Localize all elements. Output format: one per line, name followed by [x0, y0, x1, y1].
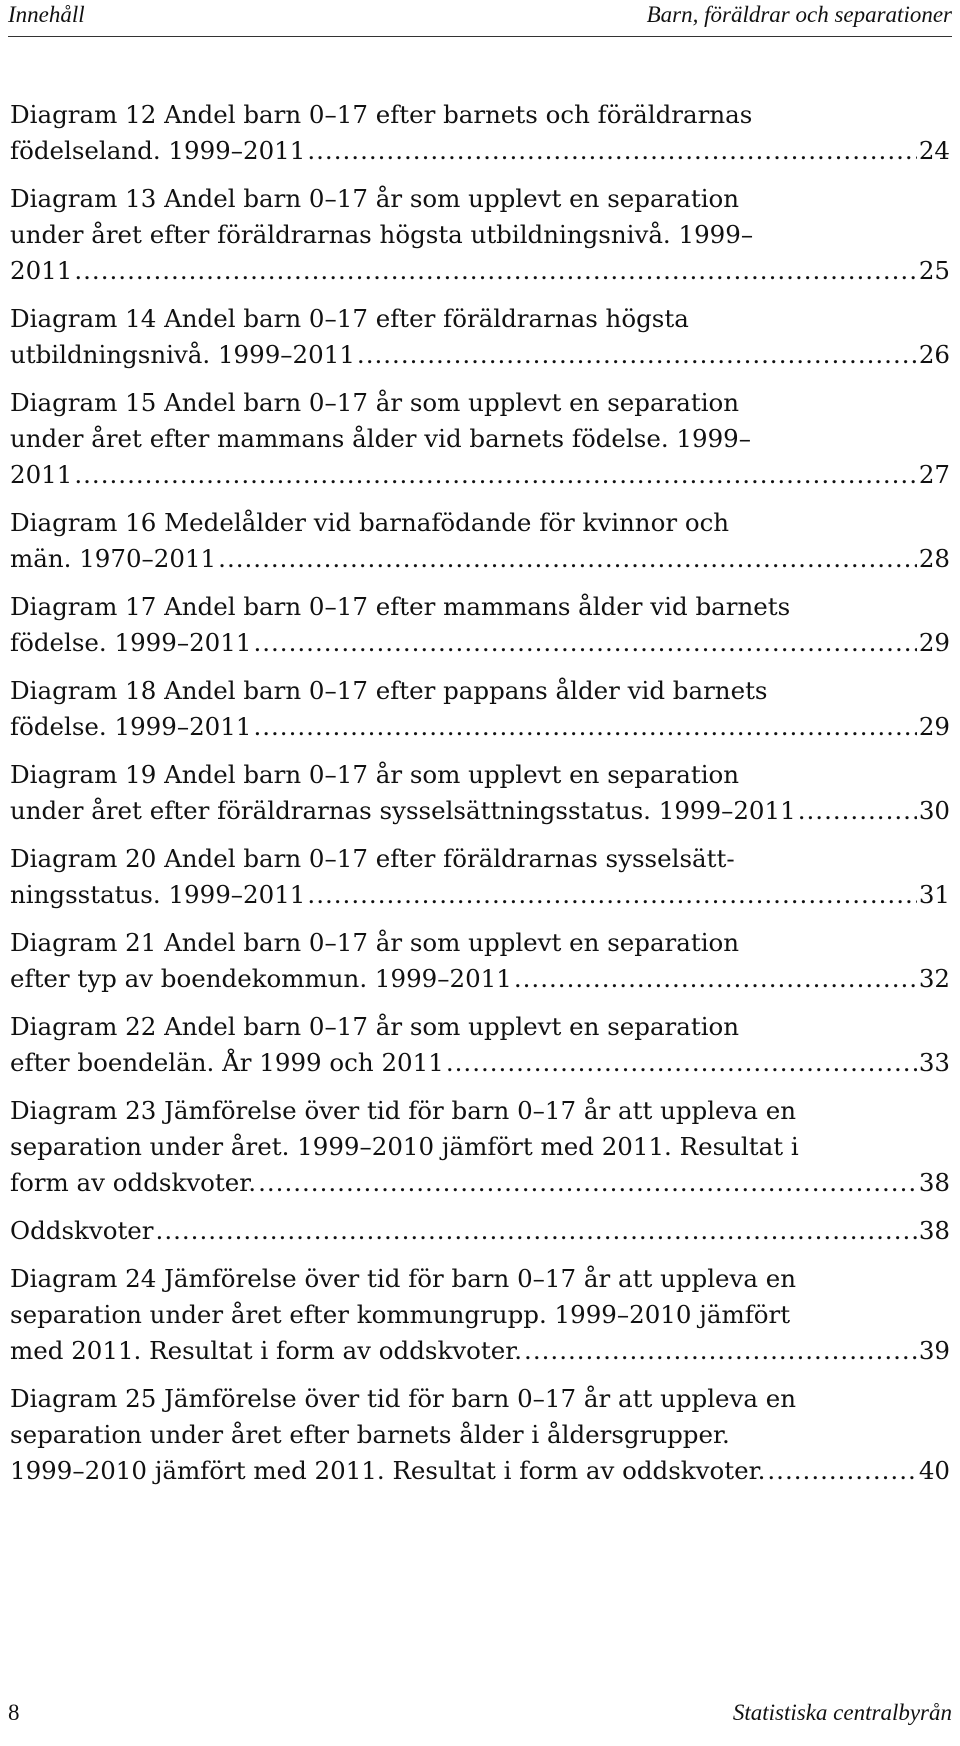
toc-entry[interactable] — [10, 925, 950, 997]
toc-entry-text: Diagram 22 Andel barn 0–17 år som upplevt en separation — [10, 1012, 740, 1041]
toc-page-number: 24 — [918, 136, 950, 165]
page-footer — [8, 1700, 952, 1740]
toc-page-number: 39 — [918, 1336, 950, 1365]
toc-page-number: 38 — [918, 1168, 950, 1197]
toc-entry-text: födelse. 1999–2011 — [10, 628, 252, 657]
toc-entry-text: födelse. 1999–2011 — [10, 712, 252, 741]
toc-entry-text: utbildningsnivå. 1999–2011 — [10, 340, 355, 369]
toc-page-number: 30 — [918, 796, 950, 825]
table-of-contents — [10, 97, 950, 1501]
page-header — [8, 0, 952, 37]
page-number: 8 — [8, 1700, 20, 1725]
toc-entry-text: Diagram 17 Andel barn 0–17 efter mammans ålder vid barnets — [10, 592, 791, 621]
dot-leader — [524, 1333, 917, 1369]
toc-entry[interactable] — [10, 1093, 950, 1201]
toc-entry-text: Diagram 24 Jämförelse över tid för barn 0–17 år att uppleva en — [10, 1264, 797, 1293]
toc-page-number: 33 — [918, 1048, 950, 1077]
toc-entry[interactable] — [10, 673, 950, 745]
toc-page-number: 40 — [918, 1456, 950, 1485]
section-title: Innehåll — [8, 2, 85, 27]
toc-entry-text: Diagram 15 Andel barn 0–17 år som upplevt en separation — [10, 388, 740, 417]
dot-leader — [307, 133, 916, 169]
toc-entry[interactable] — [10, 589, 950, 661]
toc-entry-text: separation under året efter barnets ålder i åldersgrupper. — [10, 1420, 730, 1449]
toc-entry-text: Diagram 12 Andel barn 0–17 efter barnets och föräldrarnas — [10, 100, 753, 129]
dot-leader — [74, 253, 916, 289]
toc-entry-text: under året efter mammans ålder vid barnets födelse. 1999– — [10, 424, 751, 453]
toc-entry-text: 2011 — [10, 256, 73, 285]
toc-entry-text: födelseland. 1999–2011 — [10, 136, 306, 165]
toc-page-number: 27 — [918, 460, 950, 489]
dot-leader — [798, 793, 917, 829]
toc-entry-text: efter typ av boendekommun. 1999–2011 — [10, 964, 512, 993]
dot-leader — [307, 877, 916, 913]
toc-entry-text: Diagram 23 Jämförelse över tid för barn 0–17 år att uppleva en — [10, 1096, 797, 1125]
toc-entry-text: Diagram 21 Andel barn 0–17 år som upplevt en separation — [10, 928, 740, 957]
toc-entry[interactable] — [10, 301, 950, 373]
toc-entry-text: Diagram 16 Medelålder vid barnafödande för kvinnor och — [10, 508, 730, 537]
toc-entry[interactable] — [10, 1009, 950, 1081]
toc-entry[interactable] — [10, 385, 950, 493]
dot-leader — [258, 1165, 917, 1201]
toc-entry-text: Diagram 25 Jämförelse över tid för barn 0–17 år att uppleva en — [10, 1384, 797, 1413]
dot-leader — [767, 1453, 916, 1489]
toc-entry-text: separation under året. 1999–2010 jämfört med 2011. Resultat i — [10, 1132, 799, 1161]
toc-entry-text: Diagram 13 Andel barn 0–17 år som upplevt en separation — [10, 184, 740, 213]
toc-entry[interactable] — [10, 505, 950, 577]
dot-leader — [514, 961, 917, 997]
toc-entry[interactable] — [10, 757, 950, 829]
toc-entry[interactable] — [10, 97, 950, 169]
toc-entry-text: 2011 — [10, 460, 73, 489]
toc-entry[interactable] — [10, 1261, 950, 1369]
toc-entry-text: Diagram 20 Andel barn 0–17 efter föräldrarnas sysselsätt- — [10, 844, 735, 873]
dot-leader — [74, 457, 916, 493]
dot-leader — [218, 541, 917, 577]
dot-leader — [156, 1213, 917, 1249]
toc-entry-text: form av oddskvoter. — [10, 1168, 257, 1197]
toc-entry-text: Oddskvoter — [10, 1216, 154, 1245]
toc-entry-text: separation under året efter kommungrupp. 1999–2010 jämfört — [10, 1300, 791, 1329]
toc-entry-text: under året efter föräldrarnas högsta utbildningsnivå. 1999– — [10, 220, 754, 249]
toc-entry-text: män. 1970–2011 — [10, 544, 217, 573]
toc-entry-text: under året efter föräldrarnas sysselsättningsstatus. 1999–2011 — [10, 796, 796, 825]
dot-leader — [357, 337, 917, 373]
toc-page-number: 25 — [918, 256, 950, 285]
toc-entry-text: 1999–2010 jämfört med 2011. Resultat i form av oddskvoter. — [10, 1456, 766, 1485]
toc-page-number: 32 — [918, 964, 950, 993]
organization-name: Statistiska centralbyrån — [732, 1700, 952, 1725]
toc-page-number: 29 — [918, 628, 950, 657]
toc-page-number: 38 — [918, 1216, 950, 1245]
toc-entry-text: Diagram 18 Andel barn 0–17 efter pappans ålder vid barnets — [10, 676, 768, 705]
toc-entry[interactable] — [10, 841, 950, 913]
toc-entry-text: efter boendelän. År 1999 och 2011 — [10, 1048, 444, 1077]
dot-leader — [253, 709, 916, 745]
toc-entry-text: med 2011. Resultat i form av oddskvoter. — [10, 1336, 523, 1365]
dot-leader — [446, 1045, 917, 1081]
dot-leader — [253, 625, 916, 661]
toc-page-number: 31 — [918, 880, 950, 909]
toc-entry[interactable] — [10, 1213, 950, 1249]
toc-entry-text: Diagram 14 Andel barn 0–17 efter föräldrarnas högsta — [10, 304, 689, 333]
toc-entry-text: Diagram 19 Andel barn 0–17 år som upplevt en separation — [10, 760, 740, 789]
toc-entry[interactable] — [10, 181, 950, 289]
toc-page-number: 26 — [918, 340, 950, 369]
toc-entry[interactable] — [10, 1381, 950, 1489]
toc-page-number: 28 — [918, 544, 950, 573]
toc-entry-text: ningsstatus. 1999–2011 — [10, 880, 306, 909]
document-title: Barn, föräldrar och separationer — [646, 2, 952, 27]
toc-page-number: 29 — [918, 712, 950, 741]
